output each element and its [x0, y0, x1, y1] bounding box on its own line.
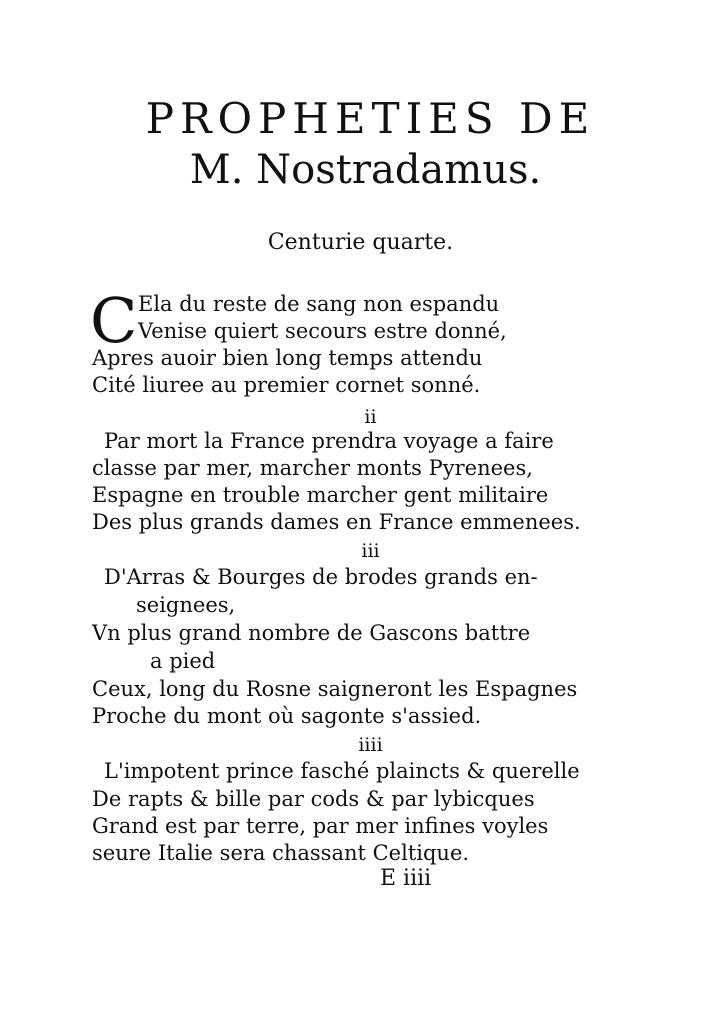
verse-line: L'impotent prince fasché plaincts & querelle — [104, 759, 580, 783]
verse-line: classe par mer, marcher monts Pyrenees, — [92, 456, 533, 480]
verse-line: Ceux, long du Rosne saigneront les Espagnes — [92, 677, 578, 701]
verse-line: D'Arras & Bourges de brodes grands en- — [104, 565, 538, 589]
drop-cap: C — [90, 284, 138, 357]
verse-line: De rapts & bille par cods & par lybicques — [92, 787, 535, 811]
verse-line: Des plus grands dames en France emmenees. — [92, 510, 581, 534]
quatrain-number: ii — [364, 406, 377, 428]
quatrain-number: iiii — [358, 734, 383, 756]
quatrain-number: iii — [361, 540, 380, 562]
verse-line: a pied — [150, 649, 216, 673]
verse-line: Grand est par terre, par mer infines voyles — [92, 814, 549, 838]
verse-line: Espagne en trouble marcher gent militaire — [92, 483, 549, 507]
signature-mark: E iiii — [380, 866, 432, 891]
page-title-author: M. Nostradamus. — [189, 147, 542, 193]
verse-line: Cité liuree au premier cornet sonné. — [92, 373, 481, 397]
verse-line: seignees, — [136, 593, 236, 617]
verse-line: Proche du mont où sagonte s'assied. — [92, 704, 482, 728]
verse-line: Par mort la France prendra voyage a faire — [104, 429, 554, 453]
century-heading: Centurie quarte. — [267, 230, 454, 255]
page-title: PROPHETIES DE — [145, 94, 596, 143]
verse-line: seure Italie sera chassant Celtique. — [92, 841, 470, 865]
verse-line: Ela du reste de sang non espandu — [138, 292, 500, 316]
verse-line: Apres auoir bien long temps attendu — [92, 346, 483, 370]
verse-line: Vn plus grand nombre de Gascons battre — [92, 621, 531, 645]
verse-line: Venise quiert secours estre donné, — [138, 319, 507, 343]
